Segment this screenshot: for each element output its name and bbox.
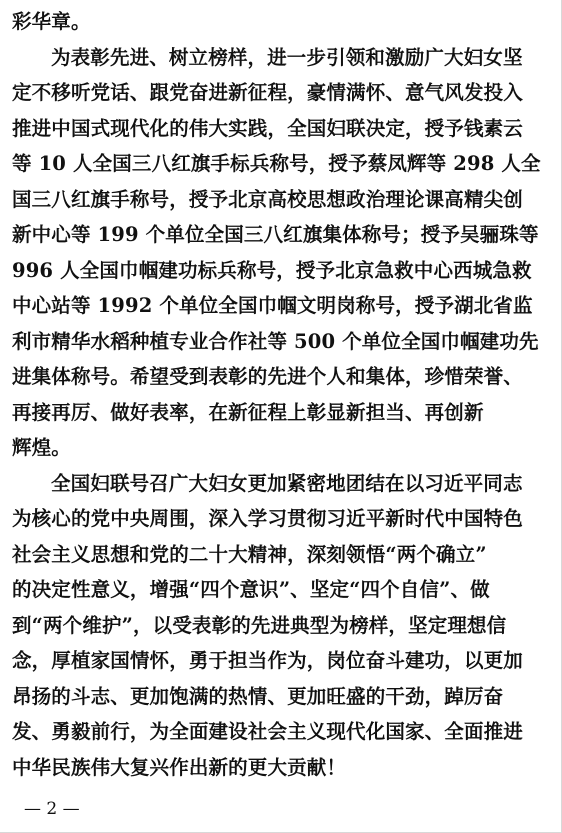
text-line: 中心站等 1992 个单位全国巾帼文明岗称号，授予湖北省监 bbox=[12, 294, 533, 317]
text-line: 到“两个维护”，以受表彰的先进典型为榜样，坚定理想信 bbox=[12, 613, 507, 637]
text-line: 中华民族伟大复兴作出新的更大贡献！ bbox=[12, 755, 347, 779]
body-text bbox=[12, 4, 550, 785]
text-line: 昂扬的斗志、更加饱满的热情、更加旺盛的干劲，踔厉奋 bbox=[12, 684, 504, 708]
text-line: 定不移听党话、跟党奋进新征程，豪情满怀、意气风发投入 bbox=[12, 81, 523, 104]
text-line: 进集体称号。希望受到表彰的先进个人和集体，珍惜荣誉、 bbox=[12, 365, 523, 388]
text-line: 利市精华水稻种植专业合作社等 500 个单位全国巾帼建功先 bbox=[12, 329, 539, 353]
text-line: 发、勇毅前行，为全面建设社会主义现代化国家、全面推进 bbox=[12, 720, 523, 743]
text-line: 国三八红旗手称号，授予北京高校思想政治理论课高精尖创 bbox=[12, 187, 523, 211]
page-number: — 2 — bbox=[24, 799, 80, 819]
text-line: 念，厚植家国情怀，勇于担当作为，岗位奋斗建功，以更加 bbox=[12, 649, 523, 672]
text-line: 全国妇联号召广大妇女更加紧密地团结在以习近平同志 bbox=[51, 471, 523, 495]
text-line: 推进中国式现代化的伟大实践，全国妇联决定，授予钱素云 bbox=[12, 116, 523, 140]
text-line: 彩华章。 bbox=[12, 10, 91, 33]
text-line: 的决定性意义，增强“四个意识”、坚定“四个自信”、做 bbox=[12, 578, 490, 601]
text-line: 再接再厉、做好表率，在新征程上彰显新担当、再创新 bbox=[12, 400, 484, 424]
text-line: 新中心等 199 个单位全国三八红旗集体称号；授予吴骊珠等 bbox=[12, 223, 539, 246]
text-line: 为核心的党中央周围，深入学习贯彻习近平新时代中国特色 bbox=[12, 507, 523, 530]
text-line: 社会主义思想和党的二十大精神，深刻领悟“两个确立” bbox=[12, 542, 487, 566]
text-line: 等 10 人全国三八红旗手标兵称号，授予蔡凤辉等 298 人全 bbox=[12, 152, 541, 175]
text-line: 辉煌。 bbox=[12, 436, 71, 459]
text-line: 为表彰先进、树立榜样，进一步引领和激励广大妇女坚 bbox=[51, 45, 523, 69]
text-line: 996 人全国巾帼建功标兵称号，授予北京急救中心西城急救 bbox=[12, 258, 532, 282]
